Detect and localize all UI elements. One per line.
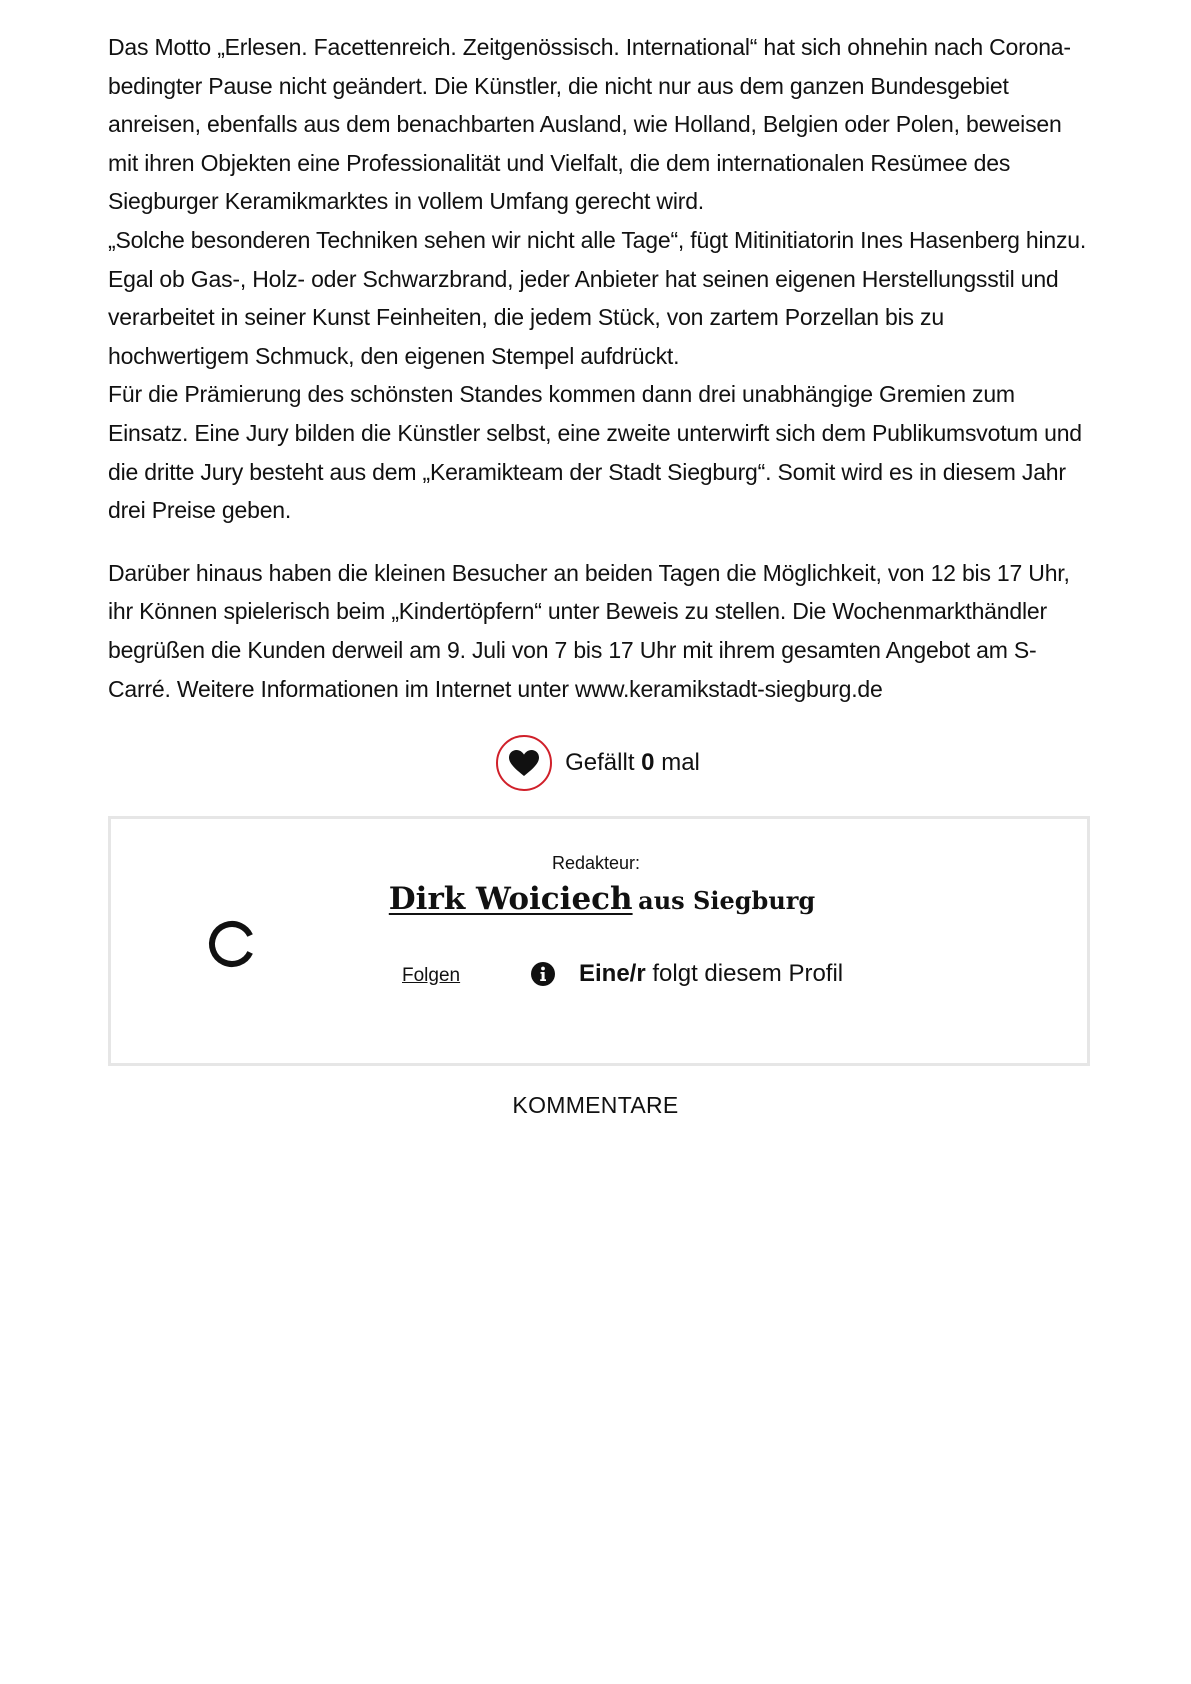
article-paragraph: Für die Prämierung des schönsten Standes kommen dann drei unabhängige Gremien zum Einsatz. Eine Jury bilden die Künstler selbst, eine zweite unterwirft sich dem Publikumsvotum und die dritte Jury besteht aus dem „Keramikteam der Stadt Siegburg“. Somit wird es in diesem Jahr drei Preise geben. — [108, 381, 1082, 524]
like-count-text — [565, 749, 700, 777]
loading-spinner-icon — [207, 919, 257, 969]
followers-label: folgt diesem Profil — [652, 960, 844, 987]
like-count: 0 — [641, 749, 655, 776]
author-name-link[interactable]: Dirk Woiciech — [388, 881, 633, 917]
heart-icon — [508, 749, 540, 777]
article-paragraph: „Solche besonderen Techniken sehen wir nicht alle Tage“, fügt Mitinitiatorin Ines Hasenberg hinzu. Egal ob Gas-, Holz- oder Schwarzbrand, jeder Anbieter hat seinen eigenen Herstellungsstil und verarbeitet in seiner Kunst Feinheiten, die jedem Stück, von zartem Porzellan bis zu hochwertigem Schmuck, den eigenen Stempel aufdrückt. — [108, 226, 1087, 369]
article-paragraph: Das Motto „Erlesen. Facettenreich. Zeitgenössisch. International“ hat sich ohnehin nach Corona-bedingter Pause nicht geändert. Die Künstler, die nicht nur aus dem ganzen Bundesgebiet anreisen, ebenfalls aus dem benachbarten Ausland, wie Holland, Belgien oder Polen, beweisen mit ihren Objekten eine Professionalität und Vielfalt, die dem internationalen Resümee des Siegburger Keramikmarktes in vollem Umfang gerecht wird. — [108, 34, 1071, 215]
author-role-label: Redakteur: — [551, 853, 641, 873]
article-paragraph: Darüber hinaus haben die kleinen Besucher an beiden Tagen die Möglichkeit, von 12 bis 17 Uhr, ihr Können spielerisch beim „Kindertöpfern“ unter Beweis zu stellen. Die Wochenmarkthändler begrüßen die Kunden derweil am 9. Juli von 7 bis 17 Uhr mit ihrem gesamten Angebot am S-Carré. Weitere Informationen im Internet unter www.keramikstadt-siegburg.de — [108, 559, 1070, 702]
author-location: aus Siegburg — [638, 886, 816, 915]
like-section — [0, 733, 1191, 793]
like-suffix: mal — [661, 749, 700, 776]
followers-text — [579, 960, 843, 988]
article-body — [108, 28, 1090, 708]
followers-count: Eine/r — [579, 960, 646, 987]
author-heading — [111, 881, 1093, 917]
follow-button[interactable]: Folgen — [402, 965, 461, 986]
like-button[interactable] — [496, 735, 552, 791]
info-icon[interactable] — [530, 961, 556, 987]
comments-heading: KOMMENTARE — [512, 1092, 679, 1118]
author-card — [108, 816, 1090, 1066]
like-group — [496, 735, 700, 791]
like-prefix: Gefällt — [565, 749, 635, 776]
